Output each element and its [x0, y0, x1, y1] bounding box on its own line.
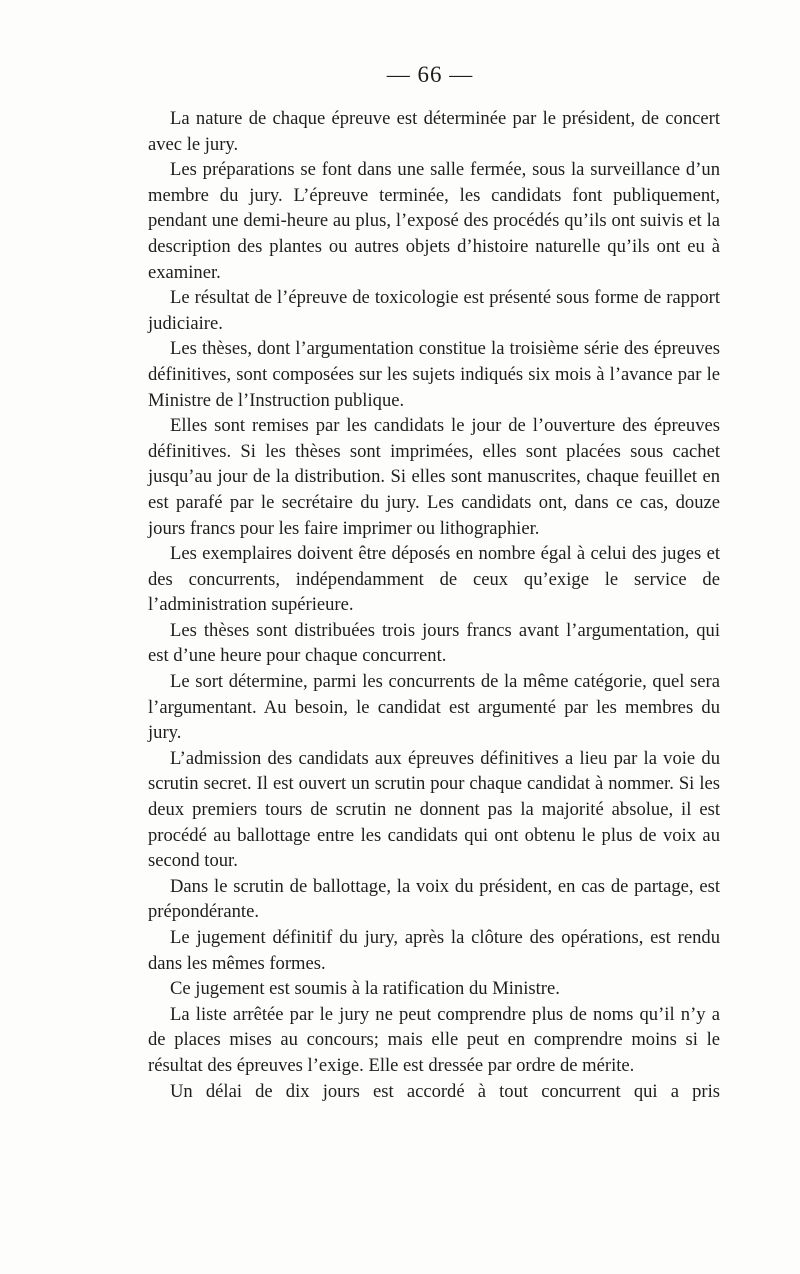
paragraph: La liste arrêtée par le jury ne peut comprendre plus de noms qu’il n’y a de places mises au concours; mais elle peut en comprendre moins si le résultat des épreuves l’exige. Elle est dressée par ordre de mérite. [148, 1003, 720, 1076]
paragraph-continued: Un délai de dix jours est accordé à tout concurrent qui a pris [170, 1080, 720, 1102]
paragraph: Le résultat de l’épreuve de toxicologie est présenté sous forme de rapport judiciaire. [148, 287, 720, 334]
paragraph: Elles sont remises par les candidats le jour de l’ouverture des épreuves définitives. Si les thèses sont imprimées, elles sont placées sous cachet jusqu’au jour de la distribution. Si elles sont manuscrites, chaque feuillet en est parafé par le secrétaire du jury. Les candidats ont, dans ce cas, douze jours francs pour les faire imprimer ou lithographier. [148, 415, 720, 539]
page-number: — 66 — [386, 62, 474, 87]
paragraph: Les exemplaires doivent être déposés en nombre égal à celui des juges et des concurrents, indépendamment de ceux qu’exige le service de l’administration supérieure. [148, 543, 720, 616]
paragraph: Les thèses, dont l’argumentation constitue la troisième série des épreuves définitives, sont composées sur les sujets indiqués six mois à l’avance par le Ministre de l’Instruction publique. [148, 338, 720, 411]
paragraph: Les thèses sont distribuées trois jours francs avant l’argumentation, qui est d’une heure pour chaque concurrent. [148, 619, 720, 667]
paragraph: Le jugement définitif du jury, après la clôture des opérations, est rendu dans les mêmes formes. [148, 927, 720, 974]
paragraph: Ce jugement est soumis à la ratification du Ministre. [170, 978, 560, 1000]
paragraph: Le sort détermine, parmi les concurrents de la même catégorie, quel sera l’argumentant. Au besoin, le candidat est argumenté par les membres du jury. [148, 671, 720, 744]
paragraph: Dans le scrutin de ballottage, la voix du président, en cas de partage, est prépondérante. [148, 875, 720, 923]
paragraph: L’admission des candidats aux épreuves définitives a lieu par la voie du scrutin secret. Il est ouvert un scrutin pour chaque candidat à nommer. Si les deux premiers tours de scrutin ne donnent pas la majorité absolue, il est procédé au ballottage entre les candidats qui ont obtenu le plus de voix au second tour. [148, 747, 720, 872]
body-text [148, 106, 720, 1104]
paragraph: Les préparations se font dans une salle fermée, sous la surveillance d’un membre du jury. L’épreuve terminée, les candidats font publiquement, pendant une demi-heure au plus, l’exposé des procédés qu’ils ont suivis et la description des plantes ou autres objets d’histoire naturelle qu’ils ont eu à examiner. [148, 159, 720, 283]
paragraph: La nature de chaque épreuve est déterminée par le président, de concert avec le jury. [148, 108, 720, 155]
